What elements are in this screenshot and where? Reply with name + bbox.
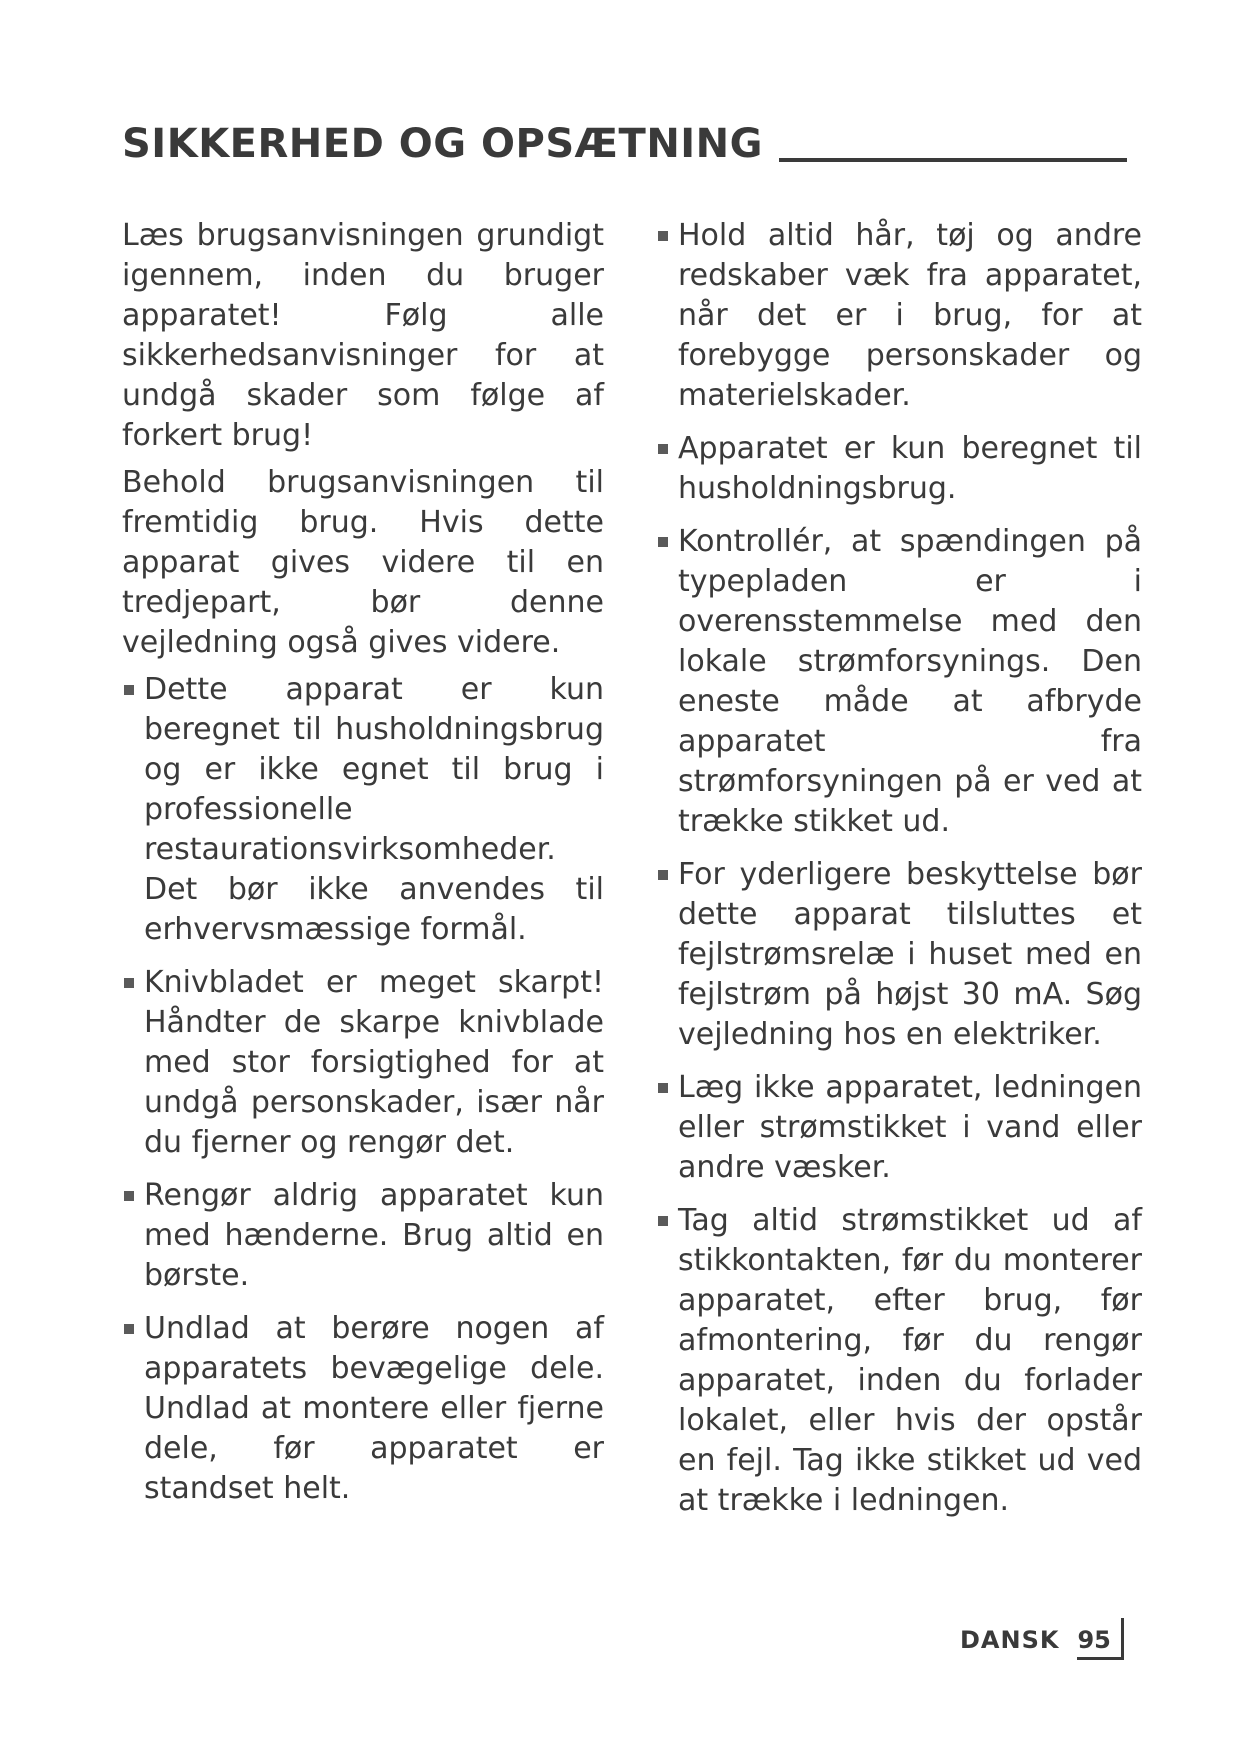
safety-list — [656, 216, 1142, 1521]
list-item-text: Undlad at berøre nogen af apparatets bevægelige dele. Undlad at montere eller fjerne dele, før apparatet er standset helt. — [144, 1311, 604, 1506]
list-item-text: Læg ikke apparatet, ledningen eller strømstikket i vand eller andre væsker. — [678, 1070, 1142, 1185]
square-bullet-icon — [658, 537, 668, 547]
page-footer — [960, 1618, 1124, 1660]
list-item-text: For yderligere beskyttelse bør dette apparat tilsluttes et fejlstrømsrelæ i huset med en fejlstrøm på højst 30 mA. Søg vejledning hos en elektriker. — [678, 857, 1142, 1052]
list-item-text: Tag altid strømstikket ud af stikkontakten, før du monterer apparatet, efter brug, før afmontering, før du rengør apparatet, inden du forlader lokalet, eller hvis der opstår en fejl. Tag ikke stikket ud ved at trække i ledningen. — [678, 1203, 1142, 1518]
list-item-text: Apparatet er kun beregnet til husholdningsbrug. — [678, 431, 1142, 506]
list-item-text: Rengør aldrig apparatet kun med hænderne. Brug altid en børste. — [144, 1178, 604, 1293]
list-item-text: Knivbladet er meget skarpt! Håndter de skarpe knivblade med stor forsigtighed for at undgå personskader, især når du fjerner og rengør det. — [144, 965, 604, 1160]
left-column — [122, 216, 604, 1522]
page-title: SIKKERHED OG OPSÆTNING — [122, 121, 763, 167]
page-header — [122, 112, 1127, 167]
square-bullet-icon — [658, 231, 668, 241]
square-bullet-icon — [124, 978, 134, 988]
list-item — [122, 963, 604, 1163]
header-rule — [779, 158, 1127, 162]
safety-list — [122, 670, 604, 1509]
list-item — [122, 1309, 604, 1509]
square-bullet-icon — [658, 1083, 668, 1093]
list-item — [656, 1068, 1142, 1188]
square-bullet-icon — [124, 685, 134, 695]
list-item — [656, 855, 1142, 1055]
list-item — [122, 1176, 604, 1296]
square-bullet-icon — [124, 1191, 134, 1201]
square-bullet-icon — [124, 1324, 134, 1334]
list-item-text: Dette apparat er kun beregnet til husholdningsbrug og er ikke egnet til brug i professionelle restaurationsvirksomheder. Det bør ikke anvendes til erhvervsmæssige formål. — [144, 672, 604, 947]
list-item — [122, 670, 604, 950]
list-item-text: Kontrollér, at spændingen på typepladen er i overensstemmelse med den lokale strømforsynings. Den eneste måde at afbryde apparatet fra strømforsyningen på er ved at trække stikket ud. — [678, 524, 1142, 839]
square-bullet-icon — [658, 870, 668, 880]
square-bullet-icon — [658, 1216, 668, 1226]
page-number: 95 — [1077, 1618, 1123, 1660]
right-column — [656, 216, 1142, 1534]
language-label: DANSK — [960, 1626, 1060, 1654]
list-item-text: Hold altid hår, tøj og andre redskaber væk fra apparatet, når det er i brug, for at forebygge personskader og materielskader. — [678, 218, 1142, 413]
list-item — [656, 216, 1142, 416]
intro-paragraph: Behold brugsanvisningen til fremtidig brug. Hvis dette apparat gives videre til en tredjepart, bør denne vejledning også gives videre. — [122, 465, 604, 660]
intro-paragraph: Læs brugsanvisningen grundigt igennem, inden du bruger apparatet! Følg alle sikkerhedsanvisninger for at undgå skader som følge af forkert brug! — [122, 218, 604, 453]
square-bullet-icon — [658, 444, 668, 454]
list-item — [656, 522, 1142, 842]
list-item — [656, 429, 1142, 509]
list-item — [656, 1201, 1142, 1521]
